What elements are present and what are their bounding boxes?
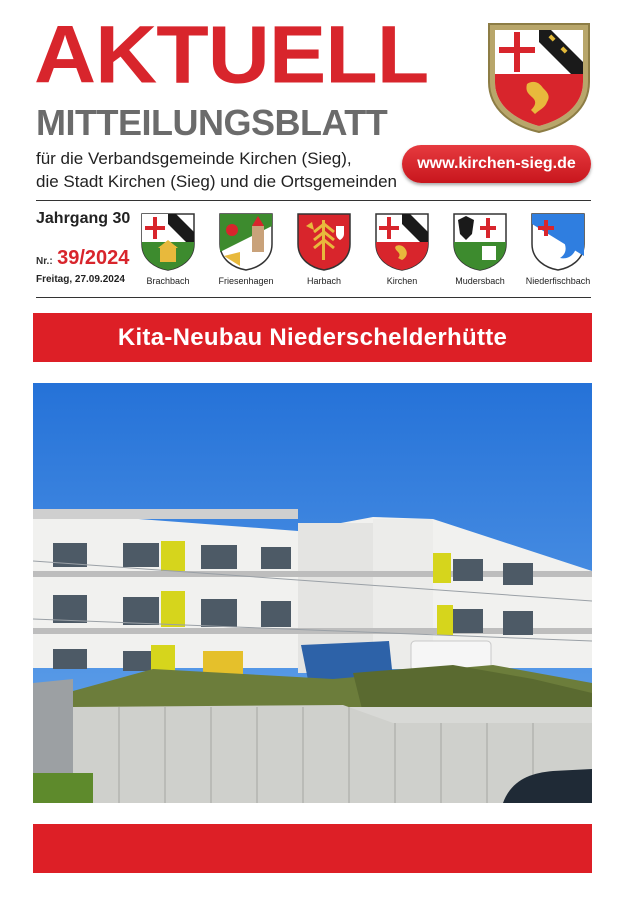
masthead-title: AKTUELL: [34, 9, 429, 101]
kirchen-crest-icon: [374, 212, 430, 272]
municipality-label: Friesenhagen: [218, 276, 274, 286]
municipality-friesenhagen: [206, 212, 286, 286]
building-photo: [33, 383, 592, 803]
issue-number: [36, 247, 129, 270]
brachbach-crest-icon: [140, 212, 196, 272]
niederfischbach-crest-icon: [530, 212, 586, 272]
coat-of-arms-icon: [487, 22, 591, 134]
issue-date: Freitag, 27.09.2024: [36, 274, 125, 285]
municipality-harbach: [284, 212, 364, 286]
footer-banner: [33, 824, 592, 873]
divider-bottom: [36, 297, 591, 298]
mudersbach-crest-icon: [452, 212, 508, 272]
issue-number-prefix: Nr.:: [36, 256, 53, 267]
tagline-line-1: für die Verbandsgemeinde Kirchen (Sieg),: [36, 149, 352, 168]
tagline-line-2: die Stadt Kirchen (Sieg) und die Ortsgemeinden: [36, 172, 397, 191]
issue-volume: Jahrgang 30: [36, 210, 131, 227]
headline-banner: Kita-Neubau Niederschelderhütte: [33, 313, 592, 362]
municipality-label: Mudersbach: [455, 276, 505, 286]
municipality-mudersbach: [440, 212, 520, 286]
website-link-button[interactable]: www.kirchen-sieg.de: [402, 145, 591, 183]
harbach-crest-icon: [296, 212, 352, 272]
divider-top: [36, 200, 591, 201]
municipality-niederfischbach: [518, 212, 598, 286]
municipality-label: Brachbach: [146, 276, 190, 286]
friesenhagen-crest-icon: [218, 212, 274, 272]
municipality-label: Niederfischbach: [525, 276, 591, 286]
municipality-brachbach: [128, 212, 208, 286]
issue-number-value: 39/2024: [57, 247, 130, 269]
municipality-kirchen: [362, 212, 442, 286]
masthead-subtitle: MITTEILUNGSBLATT: [36, 102, 388, 143]
municipality-label: Harbach: [306, 276, 342, 286]
municipality-label: Kirchen: [386, 276, 418, 286]
